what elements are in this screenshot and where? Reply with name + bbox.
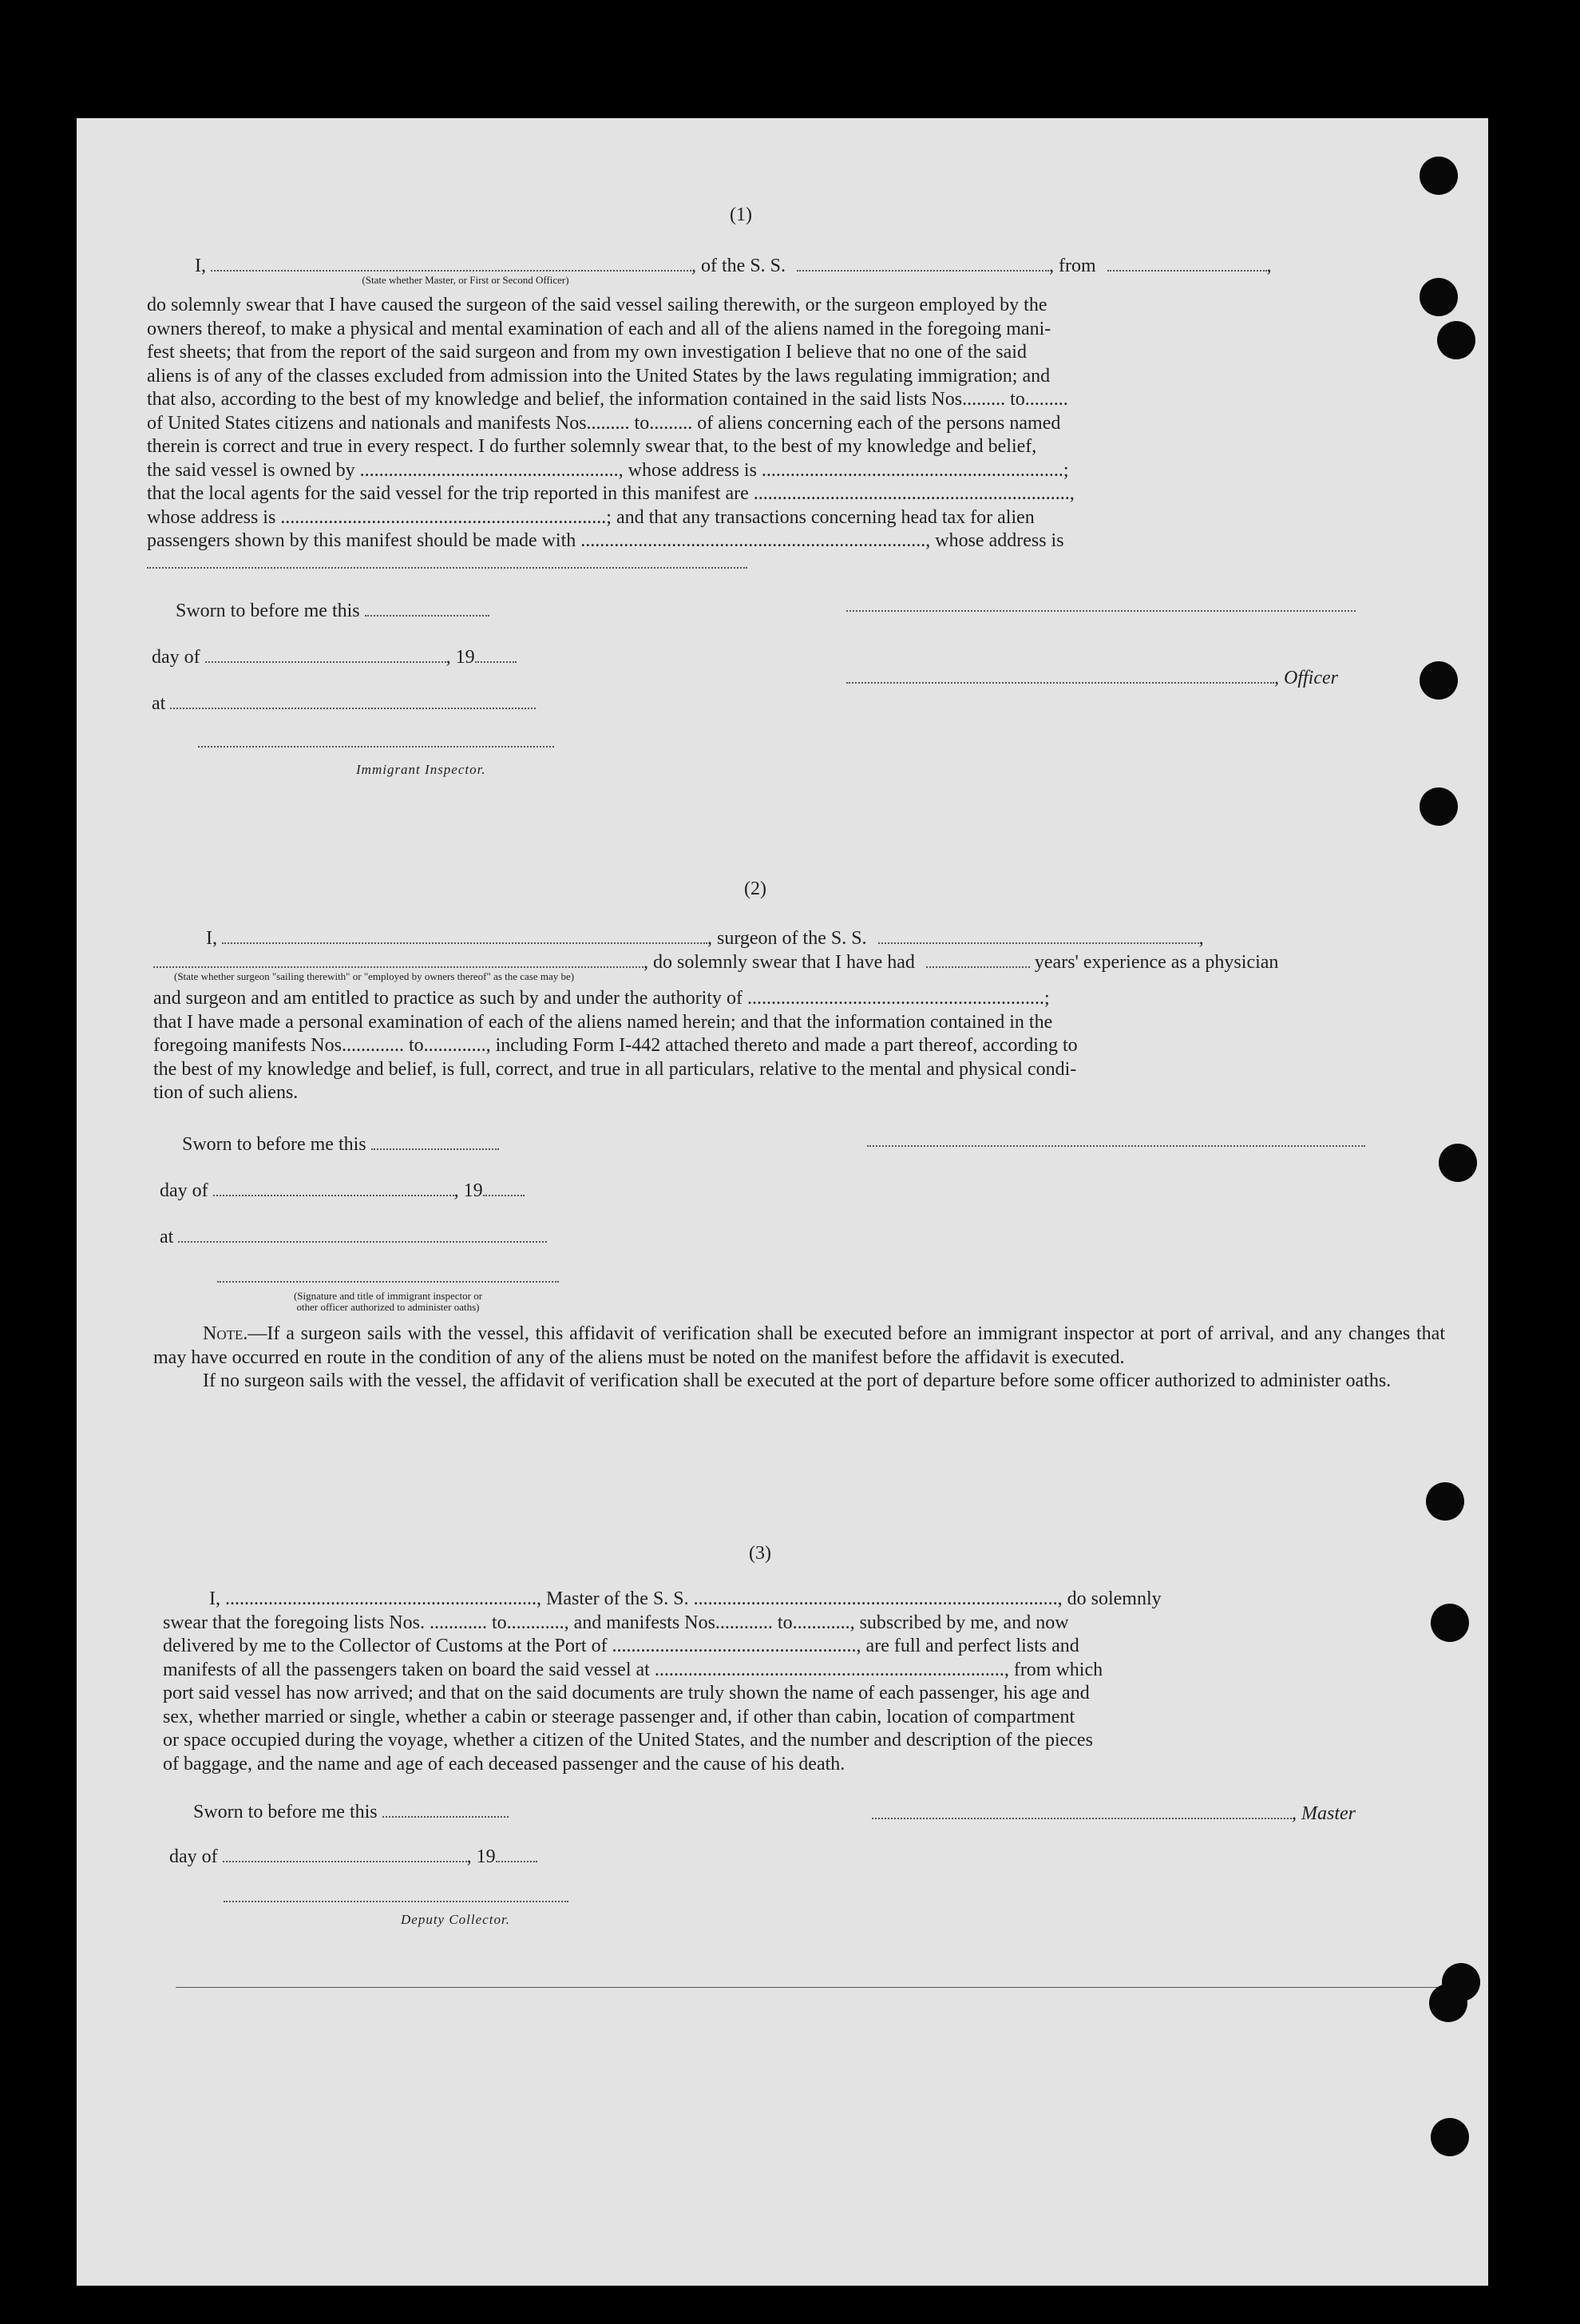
section-2-surgeon-line: I, , surgeon of the S. S. ,	[206, 925, 1204, 950]
punch-hole	[1437, 321, 1475, 359]
section-1-officer-sig-line	[846, 664, 1338, 689]
punch-hole	[1420, 661, 1458, 700]
head-tax-address-field[interactable]	[147, 567, 747, 569]
section-1-from-label: , from	[1049, 256, 1096, 276]
at-place-field[interactable]	[170, 690, 536, 709]
sworn-date-field-2[interactable]	[371, 1131, 499, 1150]
section-1-at-line	[152, 690, 536, 715]
day-of-label: day of	[152, 647, 200, 668]
year-field-2[interactable]	[483, 1177, 525, 1196]
section-3-oath-text: I, ................................................................., Master of the S. S. ............................................................................, do solemnly swear that the foregoing lists Nos. ............ to............, and manifests Nos............ to............, subscribed by me, and now delivered by me to the Collector of Customs at the Port of ..................................................., are full and perfect lists and manifests of all the passengers taken on board the said vessel at ........................................................................., from which port said vessel has now arrived; and that on the said documents are truly shown the name of each passenger, his age and sex, whether married or single, whether a cabin or steerage passenger and, if other than cabin, location of compartment or space occupied during the voyage, whether a citizen of the United States, and the number and description of the pieces of baggage, and the name and age of each deceased passenger and the cause of his death.	[163, 1588, 1162, 1775]
section-3-number: (3)	[749, 1543, 771, 1564]
officer-title-field[interactable]	[846, 664, 1274, 684]
sworn-date-field-3[interactable]	[382, 1799, 509, 1818]
surgeon-ss-label: , surgeon of the S. S.	[707, 928, 867, 949]
punch-hole	[1420, 787, 1458, 826]
day-of-field[interactable]	[205, 644, 446, 663]
punch-hole	[1431, 1604, 1469, 1642]
surgeon-vessel-field[interactable]	[878, 925, 1199, 944]
year-label: , 19	[445, 647, 475, 668]
at-place-field-2[interactable]	[178, 1223, 547, 1243]
signature-note: (Signature and title of immigrant inspector or other officer authorized to administer oaths)	[293, 1290, 483, 1313]
master-signature-line	[872, 1800, 1356, 1825]
inspector-caption: Immigrant Inspector.	[356, 762, 486, 777]
punch-hole	[1420, 157, 1458, 195]
sworn-label-3: Sworn to before me this	[193, 1802, 378, 1822]
vessel-name-field[interactable]	[797, 252, 1049, 272]
master-label: , Master	[1292, 1803, 1356, 1824]
surgeon-signature-field[interactable]	[867, 1145, 1365, 1147]
note-label: Note.	[203, 1323, 248, 1344]
section-1-day-line	[152, 644, 517, 668]
form-page	[77, 118, 1488, 2286]
sworn-label: Sworn to before me this	[176, 601, 360, 621]
sworn-date-field[interactable]	[365, 597, 489, 617]
year-field[interactable]	[475, 644, 517, 663]
punch-hole	[1429, 1984, 1467, 2022]
section-3-day-line	[169, 1843, 537, 1868]
departure-port-field[interactable]	[1107, 252, 1267, 272]
year-field-3[interactable]	[496, 1843, 537, 1862]
officer-type-note: (State whether Master, or First or Second Officer)	[362, 274, 569, 286]
section-2-number: (2)	[744, 878, 766, 899]
collector-signature-field[interactable]	[224, 1901, 568, 1902]
section-2-i-label: I,	[206, 928, 217, 949]
day-of-field-2[interactable]	[213, 1177, 454, 1196]
officer-label: , Officer	[1274, 668, 1338, 688]
day-of-field-3[interactable]	[223, 1843, 467, 1862]
surgeon-note	[153, 1323, 1445, 1394]
section-1-oath-text: do solemnly swear that I have caused the surgeon of the said vessel sailing therewith, or the surgeon employed by the owners thereof, to make a physical and mental examination of each and all of the aliens named in the foregoing mani- fest sheets; that from the report of the said surgeon and from my own investigation I believe that no one of the said aliens is of any of the classes excluded from admission into the United States by the laws regulating immigration; and that also, according to the best of my knowledge and belief, the information contained in the said lists Nos......... to......... of United States citizens and nationals and manifests Nos......... to......... of aliens concerning each of the persons named therein is correct and true in every respect. I do further solemnly swear that, to the best of my knowledge and belief, the said vessel is owned by ......................................................, whose address is ...............................................................; that the local agents for the said vessel for the trip reported in this manifest are .................................................................., whose address is ....................................................................; and that any transactions concerning head tax for alien passengers shown by this manifest should be made with ........................................................................, whose address is	[147, 295, 1075, 551]
years-experience-field[interactable]	[926, 949, 1030, 968]
section-2-day-line	[160, 1177, 525, 1202]
punch-hole	[1439, 1144, 1477, 1182]
year-label-3: , 19	[466, 1846, 496, 1867]
section-1-of-ss-label: , of the S. S.	[691, 256, 786, 276]
section-1-number: (1)	[730, 204, 752, 225]
day-of-label-3: day of	[169, 1846, 218, 1867]
swear-label: , do solemnly swear that I have had	[643, 952, 915, 973]
punch-hole	[1431, 2118, 1469, 2156]
year-label-2: , 19	[453, 1180, 483, 1201]
years-label: years' experience as a physician	[1034, 952, 1279, 973]
officer-name-field[interactable]	[211, 252, 691, 272]
surgeon-capacity-field[interactable]	[153, 949, 643, 968]
sworn-label-2: Sworn to before me this	[182, 1134, 366, 1155]
bottom-divider	[176, 1987, 1450, 1988]
section-1-officer-line: I, , of the S. S. , from ,	[195, 252, 1272, 277]
inspector-signature-field[interactable]	[198, 746, 554, 748]
surgeon-name-field[interactable]	[222, 925, 707, 944]
punch-hole	[1420, 278, 1458, 316]
note-text-1: —If a surgeon sails with the vessel, this affidavit of verification shall be executed before an immigrant inspector at port of arrival, and any changes that may have occurred en route in the condition of any of the aliens must be noted on the manifest before the affidavit is executed.	[153, 1323, 1445, 1368]
officer-signature-field[interactable]	[846, 610, 1356, 612]
collector-caption: Deputy Collector.	[401, 1912, 510, 1927]
section-2-sworn-line	[182, 1131, 499, 1156]
oath-officer-signature-field[interactable]	[217, 1281, 559, 1283]
section-1-sworn-line	[176, 597, 489, 622]
note-text-2: If no surgeon sails with the vessel, the affidavit of verification shall be executed at the port of departure before some officer authorized to administer oaths.	[203, 1370, 1392, 1391]
section-2-at-line	[160, 1223, 547, 1248]
master-signature-field[interactable]	[872, 1800, 1292, 1819]
section-1-i-label: I,	[195, 256, 206, 276]
at-label: at	[152, 693, 166, 714]
punch-hole	[1426, 1482, 1464, 1521]
section-2-oath-text: and surgeon and am entitled to practice as such by and under the authority of ..............................................................; that I have made a personal examination of each of the aliens named herein; and that the information contained in the foregoing manifests Nos............. to............., including Form I-442 attached thereto and made a part thereof, according to the best of my knowledge and belief, is full, correct, and true in all particulars, relative to the mental and physical condi- tion of such aliens.	[153, 988, 1078, 1103]
at-label-2: at	[160, 1227, 174, 1247]
surgeon-type-note: (State whether surgeon "sailing therewith" or "employed by owners thereof" as the case may be)	[174, 970, 575, 982]
section-3-sworn-line	[193, 1799, 509, 1823]
day-of-label-2: day of	[160, 1180, 208, 1201]
